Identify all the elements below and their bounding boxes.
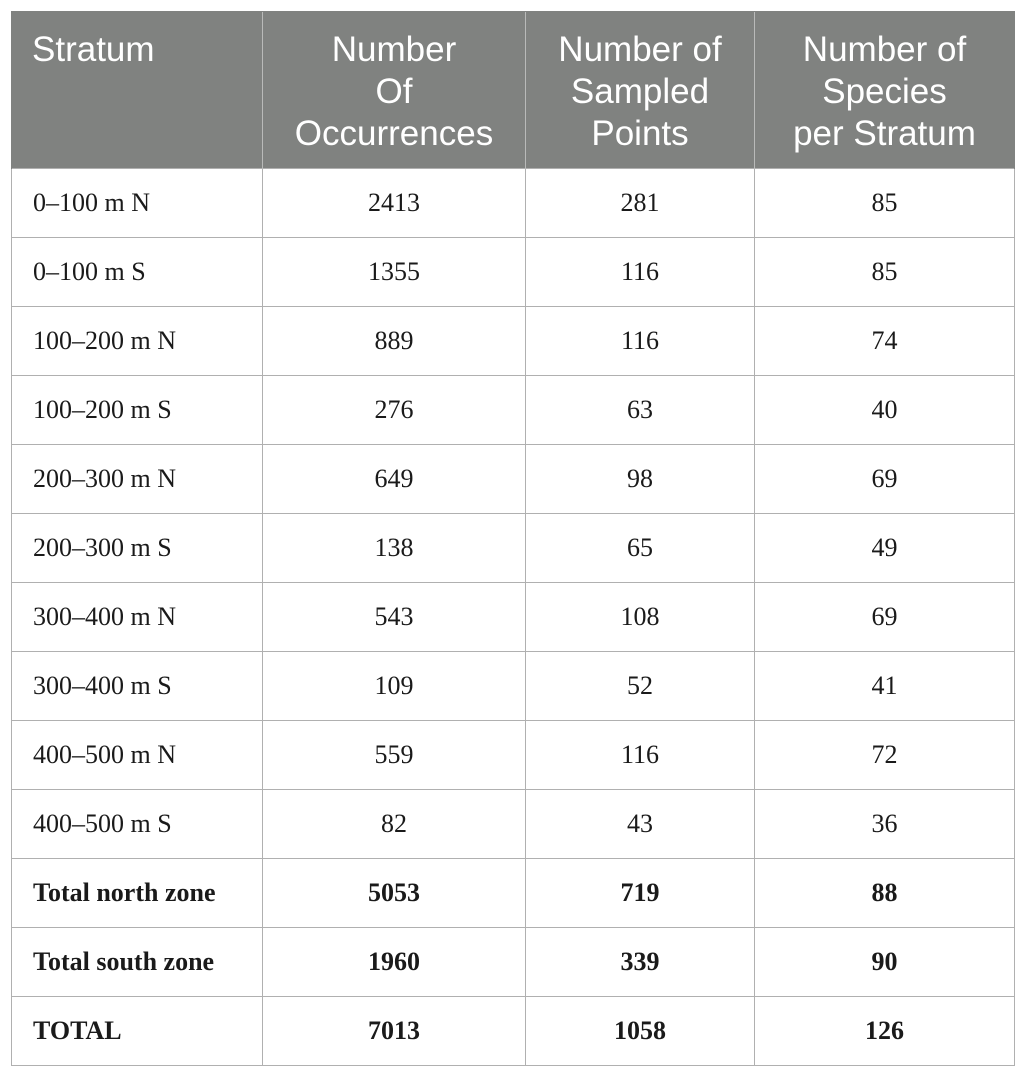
- cell-species: 49: [755, 514, 1015, 583]
- total-row: [12, 928, 1015, 997]
- strata-table: [11, 11, 1015, 1066]
- cell-species: 74: [755, 307, 1015, 376]
- header-sampled-points: [526, 12, 755, 169]
- cell-occurrences: 276: [263, 376, 526, 445]
- cell-stratum: TOTAL: [12, 997, 263, 1066]
- cell-occurrences: 543: [263, 583, 526, 652]
- cell-stratum: Total north zone: [12, 859, 263, 928]
- cell-species: 88: [755, 859, 1015, 928]
- cell-sampled-points: 116: [526, 721, 755, 790]
- table-row: [12, 652, 1015, 721]
- cell-occurrences: 7013: [263, 997, 526, 1066]
- table-row: [12, 307, 1015, 376]
- table-body: [12, 169, 1015, 1066]
- cell-species: 126: [755, 997, 1015, 1066]
- cell-species: 72: [755, 721, 1015, 790]
- cell-stratum: 300–400 m S: [12, 652, 263, 721]
- cell-occurrences: 109: [263, 652, 526, 721]
- cell-species: 69: [755, 583, 1015, 652]
- header-species-per-stratum: [755, 12, 1015, 169]
- header-occurrences: [263, 12, 526, 169]
- cell-species: 40: [755, 376, 1015, 445]
- cell-stratum: 300–400 m N: [12, 583, 263, 652]
- table-row: [12, 445, 1015, 514]
- cell-stratum: 0–100 m S: [12, 238, 263, 307]
- cell-sampled-points: 65: [526, 514, 755, 583]
- cell-sampled-points: 52: [526, 652, 755, 721]
- header-line: Species: [822, 72, 947, 111]
- cell-sampled-points: 116: [526, 307, 755, 376]
- table-row: [12, 721, 1015, 790]
- table-row: [12, 376, 1015, 445]
- cell-occurrences: 82: [263, 790, 526, 859]
- header-stratum: [12, 12, 263, 169]
- cell-species: 90: [755, 928, 1015, 997]
- cell-stratum: 200–300 m S: [12, 514, 263, 583]
- cell-occurrences: 889: [263, 307, 526, 376]
- table-row: [12, 514, 1015, 583]
- cell-stratum: 100–200 m S: [12, 376, 263, 445]
- cell-occurrences: 138: [263, 514, 526, 583]
- header-line: Of: [375, 72, 413, 111]
- cell-sampled-points: 281: [526, 169, 755, 238]
- cell-sampled-points: 1058: [526, 997, 755, 1066]
- cell-species: 41: [755, 652, 1015, 721]
- cell-occurrences: 649: [263, 445, 526, 514]
- header-line: Sampled: [570, 72, 710, 111]
- cell-sampled-points: 116: [526, 238, 755, 307]
- table-header: [12, 12, 1015, 169]
- cell-sampled-points: 108: [526, 583, 755, 652]
- cell-stratum: 400–500 m S: [12, 790, 263, 859]
- cell-species: 69: [755, 445, 1015, 514]
- cell-sampled-points: 719: [526, 859, 755, 928]
- table-row: [12, 790, 1015, 859]
- cell-stratum: Total south zone: [12, 928, 263, 997]
- cell-occurrences: 1355: [263, 238, 526, 307]
- cell-species: 36: [755, 790, 1015, 859]
- header-row: [12, 12, 1015, 169]
- cell-sampled-points: 339: [526, 928, 755, 997]
- total-row: [12, 859, 1015, 928]
- header-line: Number of: [558, 30, 722, 69]
- cell-occurrences: 1960: [263, 928, 526, 997]
- header-line: Number of: [802, 30, 967, 69]
- cell-sampled-points: 98: [526, 445, 755, 514]
- header-line: per Stratum: [793, 114, 976, 153]
- header-line: Number: [331, 30, 457, 69]
- cell-sampled-points: 63: [526, 376, 755, 445]
- cell-stratum: 200–300 m N: [12, 445, 263, 514]
- header-line: Points: [591, 114, 689, 153]
- header-line: Stratum: [32, 30, 155, 69]
- cell-sampled-points: 43: [526, 790, 755, 859]
- header-line: Occurrences: [294, 114, 494, 153]
- cell-occurrences: 559: [263, 721, 526, 790]
- cell-occurrences: 2413: [263, 169, 526, 238]
- grand-total-row: [12, 997, 1015, 1066]
- cell-occurrences: 5053: [263, 859, 526, 928]
- cell-species: 85: [755, 169, 1015, 238]
- cell-stratum: 100–200 m N: [12, 307, 263, 376]
- table-row: [12, 583, 1015, 652]
- table-row: [12, 169, 1015, 238]
- cell-stratum: 400–500 m N: [12, 721, 263, 790]
- table-row: [12, 238, 1015, 307]
- cell-stratum: 0–100 m N: [12, 169, 263, 238]
- cell-species: 85: [755, 238, 1015, 307]
